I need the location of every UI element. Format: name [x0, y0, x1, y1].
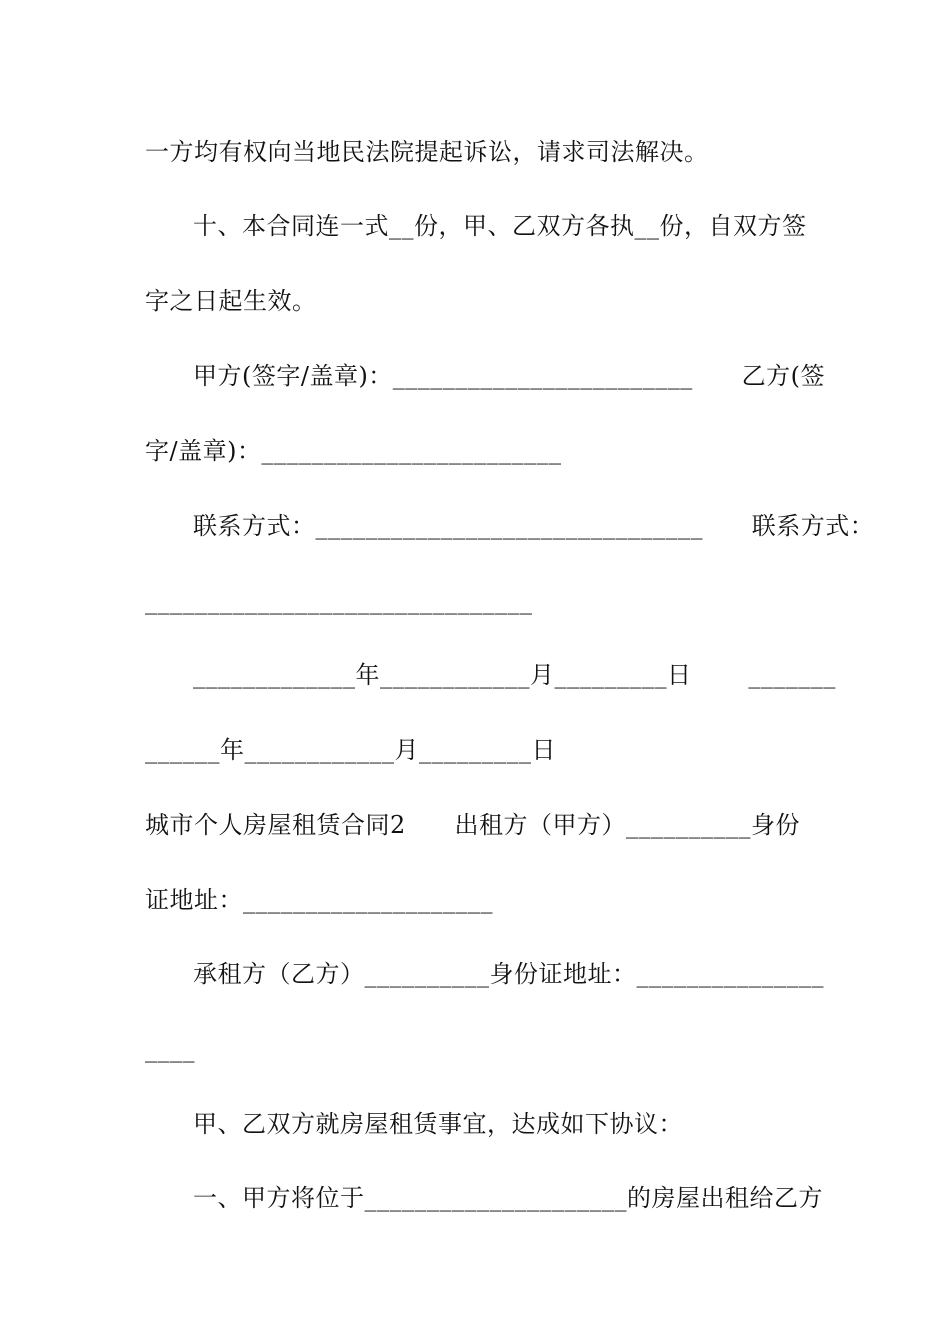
text-line-contact-blank: _______________________________: [145, 587, 533, 615]
text-line-clause-one: 一、甲方将位于_____________________的房屋出租给乙方: [193, 1184, 823, 1212]
text-line-date-party-a: _____________年____________月_________日 _______: [193, 661, 836, 689]
text-line-party-a-signature: 甲方(签字/盖章)：________________________ 乙方(签: [193, 362, 825, 390]
text-line-dispute-resolution: 一方均有权向当地民法院提起诉讼，请求司法解决。: [145, 138, 709, 166]
text-line-agreement-intro: 甲、乙双方就房屋租赁事宜，达成如下协议：: [193, 1110, 683, 1138]
text-line-party-b-signature: 字/盖章)：________________________: [145, 437, 562, 465]
text-line-contact-info: 联系方式：_______________________________ 联系方式：: [193, 512, 875, 540]
text-line-effective-date: 字之日起生效。: [145, 287, 317, 315]
text-line-date-party-b: ______年____________月_________日: [145, 736, 556, 764]
text-line-lessor-id-address: 证地址：____________________: [145, 886, 493, 914]
text-line-contract-copies: 十、本合同连一式__份，甲、乙双方各执__份，自双方签: [193, 212, 807, 240]
text-line-lessee: 承租方（乙方）__________身份证地址：_______________: [193, 960, 824, 988]
text-line-contract-title-lessor: 城市个人房屋租赁合同2 出租方（甲方）__________身份: [145, 811, 801, 839]
text-line-lessee-blank: ____: [145, 1035, 195, 1063]
